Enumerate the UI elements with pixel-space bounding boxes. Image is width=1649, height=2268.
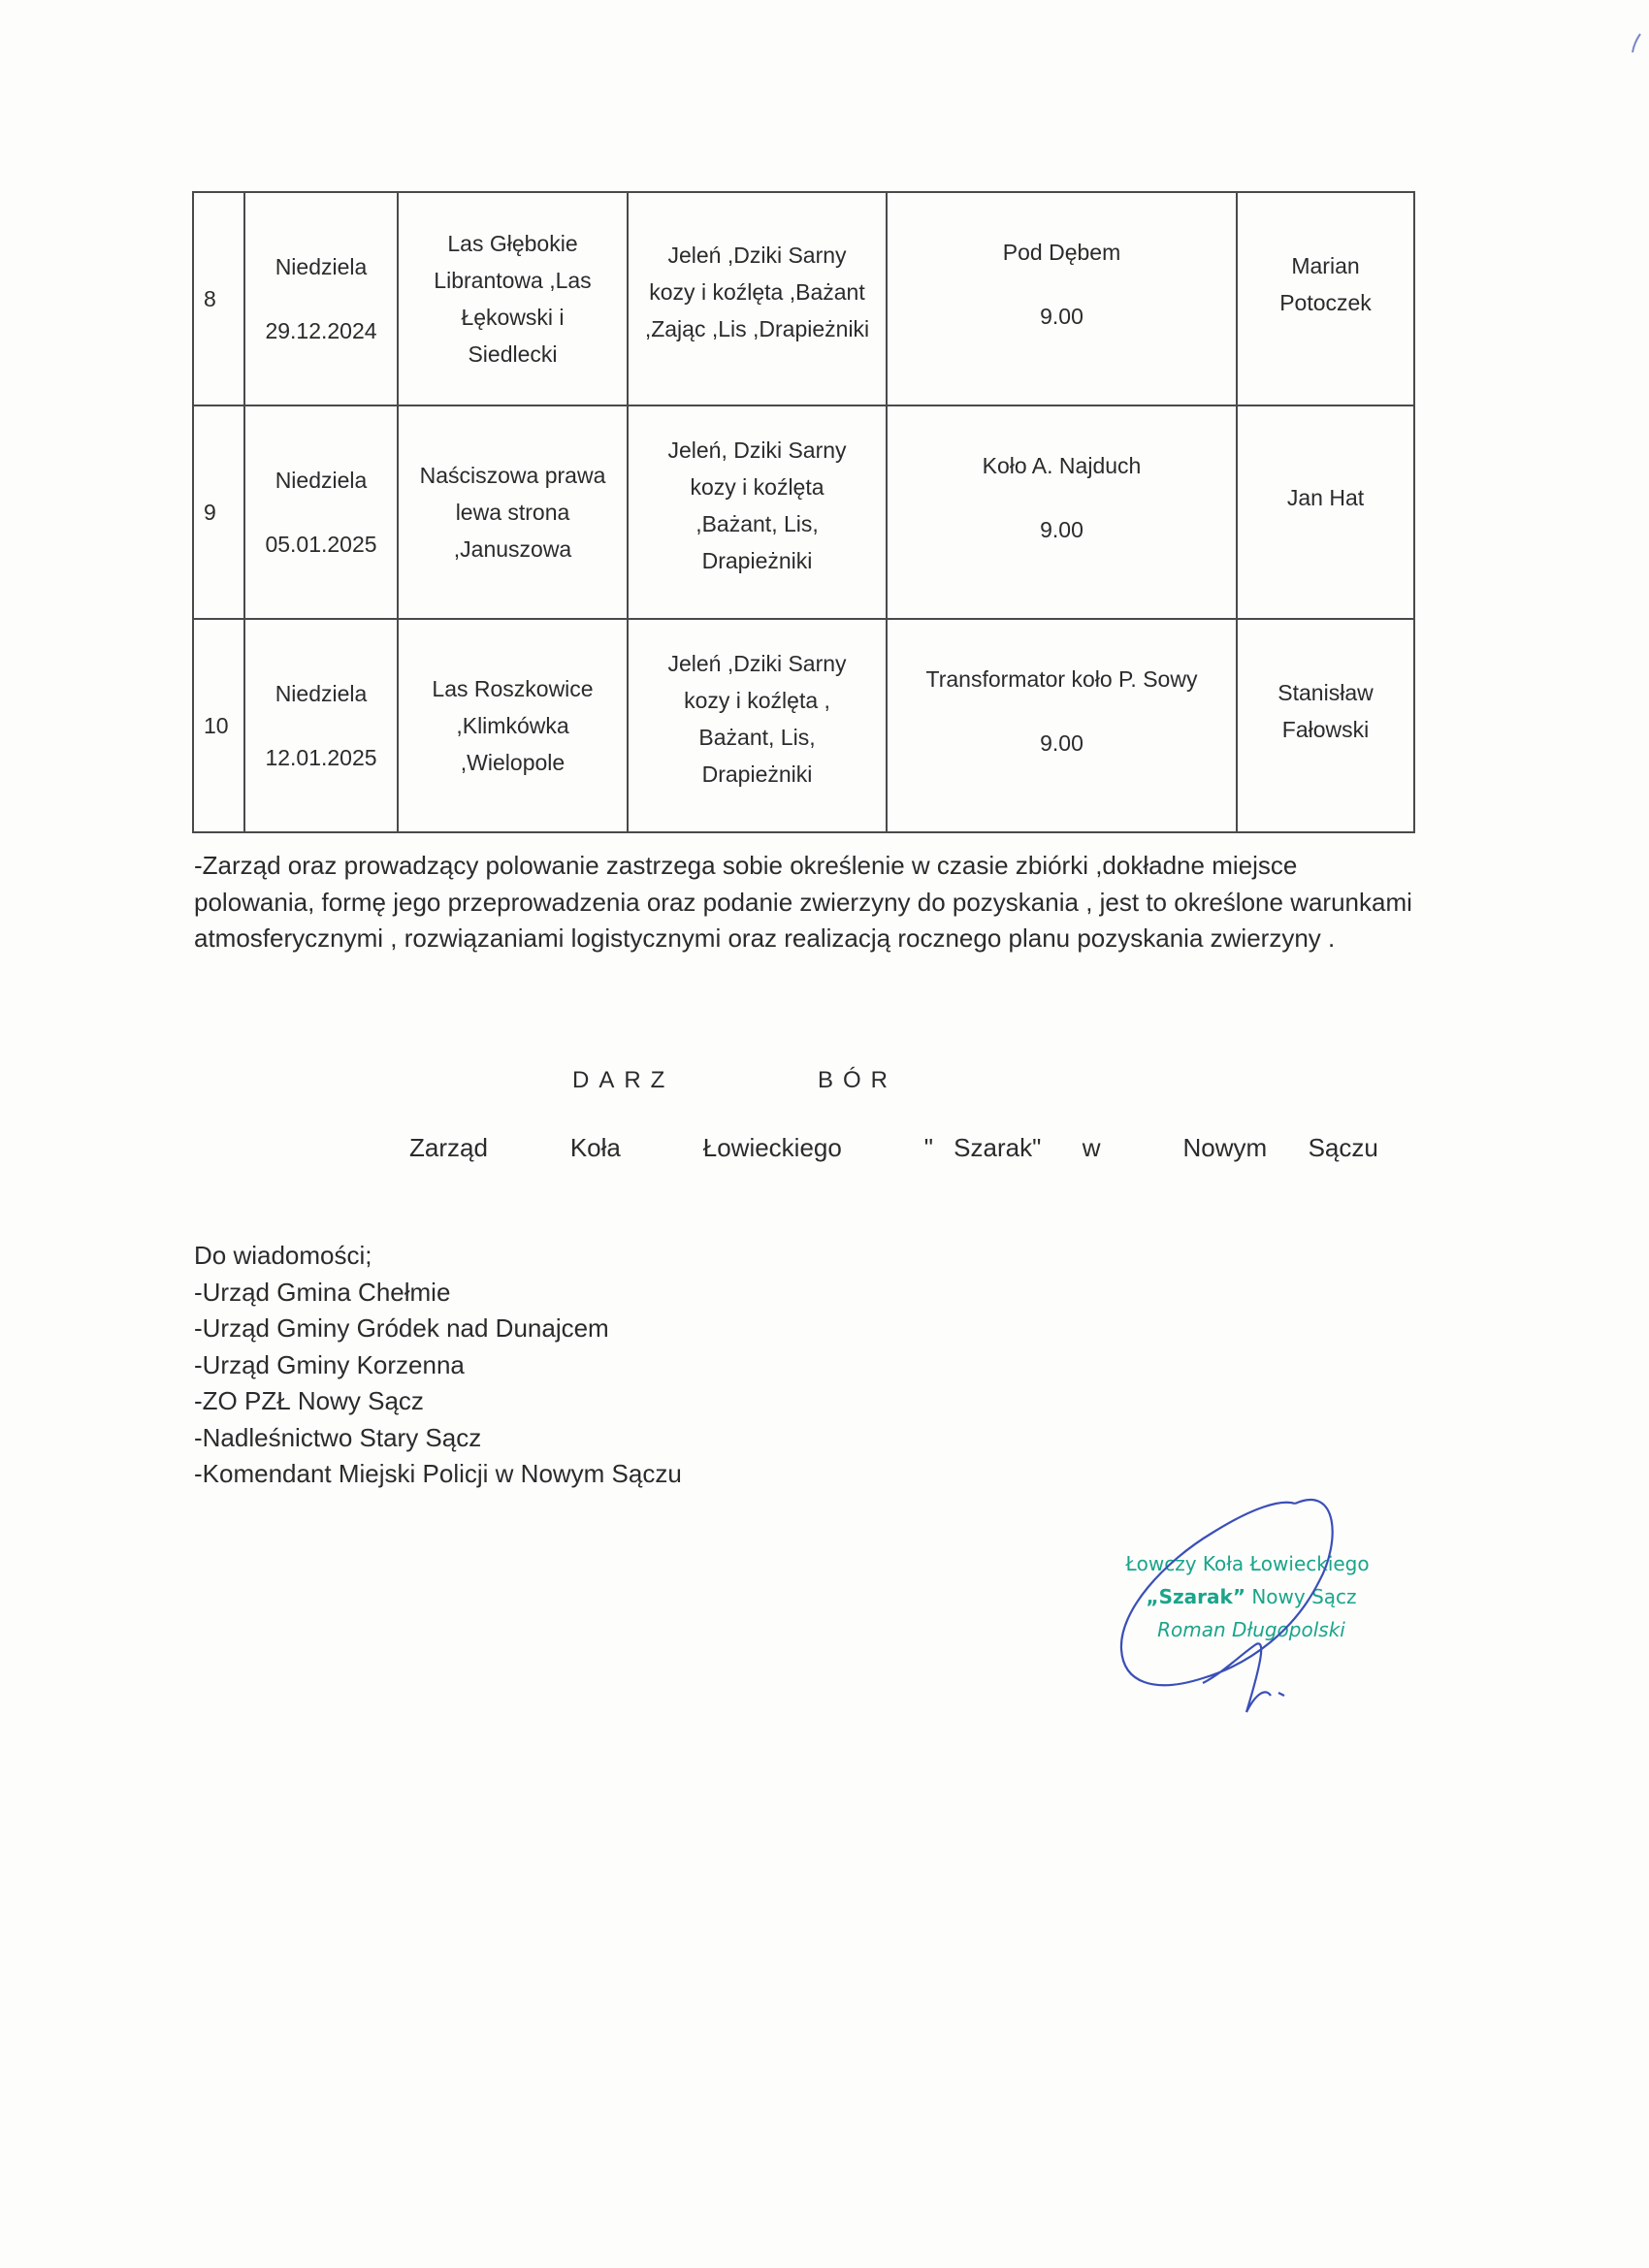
area-line: Las Roszkowice <box>432 676 594 701</box>
cc-list <box>194 1238 682 1493</box>
cell-game <box>628 405 887 619</box>
cell-date <box>244 192 398 405</box>
cc-item: -Komendant Miejski Policji w Nowym Sączu <box>194 1459 682 1488</box>
cell-area <box>398 405 628 619</box>
cell-number <box>193 192 244 405</box>
cc-item: -Nadleśnictwo Stary Sącz <box>194 1422 482 1452</box>
game-line: ,Bażant, Lis, <box>695 511 819 536</box>
cell-number <box>193 619 244 832</box>
weekday: Niedziela <box>275 254 368 279</box>
stamp-title: Łowczy Koła Łowieckiego <box>1125 1552 1370 1575</box>
leader-line: Potoczek <box>1279 290 1372 315</box>
table-row <box>193 192 1414 405</box>
cell-meeting <box>887 405 1237 619</box>
cell-leader <box>1237 405 1414 619</box>
area-line: Łękowski i <box>461 305 565 330</box>
stamp-club-city: Nowy Sącz <box>1245 1585 1357 1608</box>
cell-area <box>398 192 628 405</box>
area-line: ,Wielopole <box>460 750 566 775</box>
cell-meeting <box>887 619 1237 832</box>
game-line: Drapieżniki <box>701 548 813 573</box>
area-line: Las Głębokie <box>447 231 578 256</box>
stamp-club-name: „Szarak” <box>1146 1585 1245 1608</box>
table-row <box>193 405 1414 619</box>
cc-item: -Urząd Gminy Gródek nad Dunajcem <box>194 1313 609 1343</box>
meeting-place: Transformator koło P. Sowy <box>925 666 1198 692</box>
stamp-person: Roman Długopolski <box>1157 1618 1345 1641</box>
cc-item: -Urząd Gminy Korzenna <box>194 1349 465 1379</box>
area-line: Naściszowa prawa <box>419 463 606 488</box>
cell-meeting <box>887 192 1237 405</box>
hunt-number: 10 <box>204 713 229 738</box>
greeting-bor: BÓR <box>818 1067 898 1093</box>
meeting-time: 9.00 <box>1040 517 1083 542</box>
game-line: Jeleń ,Dziki Sarny <box>667 243 847 268</box>
game-line: Jeleń, Dziki Sarny <box>667 437 847 463</box>
cc-item: -ZO PZŁ Nowy Sącz <box>194 1386 424 1415</box>
game-line: Bażant, Lis, <box>698 725 816 750</box>
game-line: Jeleń ,Dziki Sarny <box>667 651 847 676</box>
leader-line: Fałowski <box>1281 717 1370 742</box>
weekday: Niedziela <box>275 681 368 706</box>
area-line: lewa strona <box>455 500 570 525</box>
leader-line: Marian <box>1291 253 1360 278</box>
game-line: Drapieżniki <box>701 761 813 787</box>
cell-game <box>628 619 887 832</box>
meeting-place: Pod Dębem <box>1002 240 1121 265</box>
handwritten-signature <box>1086 1465 1416 1736</box>
game-line: kozy i koźlęta <box>690 474 824 500</box>
game-line: kozy i koźlęta ,Bażant <box>649 279 865 305</box>
area-line: ,Klimkówka <box>456 713 569 738</box>
organizer-note: -Zarząd oraz prowadzący polowanie zastrzega sobie określenie w czasie zbiórki ,dokładne miejsce polowania, formę jego przeprowadzenia oraz podanie zwierzyny do pozyskania , jest to określone warunkami atmosferycznymi , rozwiązaniami logistycznymi oraz realizacją rocznego planu pozyskania zwierzyny . <box>194 851 1412 953</box>
weekday: Niedziela <box>275 468 368 493</box>
game-line: kozy i koźlęta , <box>684 688 830 713</box>
meeting-time: 9.00 <box>1040 730 1083 756</box>
area-line: Librantowa ,Las <box>434 268 592 293</box>
cc-item: -Urząd Gmina Chełmie <box>194 1277 451 1307</box>
signature-stroke <box>1121 1500 1333 1712</box>
area-line: Siedlecki <box>468 341 558 367</box>
cell-area <box>398 619 628 832</box>
cell-date <box>244 619 398 832</box>
leader-line: Jan Hat <box>1286 485 1365 510</box>
area-line: ,Januszowa <box>453 536 572 562</box>
cell-date <box>244 405 398 619</box>
scan-mark <box>1625 29 1644 68</box>
signoff-club-board: Zarząd Koła Łowieckiego " Szarak" w Nowym Sączu <box>409 1133 1378 1162</box>
meeting-time: 9.00 <box>1040 304 1083 329</box>
hunt-date: 29.12.2024 <box>265 318 377 343</box>
greeting-darz: DARZ <box>572 1067 675 1093</box>
cell-leader <box>1237 619 1414 832</box>
hunt-number: 9 <box>204 500 216 525</box>
hunt-date: 12.01.2025 <box>265 745 377 770</box>
meeting-place: Koło A. Najduch <box>982 453 1142 478</box>
hunt-date: 05.01.2025 <box>265 532 377 557</box>
cell-number <box>193 405 244 619</box>
hunt-schedule-table <box>192 191 1415 833</box>
cell-game <box>628 192 887 405</box>
cc-heading: Do wiadomości; <box>194 1241 372 1270</box>
game-line: ,Zając ,Lis ,Drapieżniki <box>644 316 870 341</box>
hunt-number: 8 <box>204 286 216 311</box>
cell-leader <box>1237 192 1414 405</box>
table-row <box>193 619 1414 832</box>
leader-line: Stanisław <box>1277 680 1374 705</box>
